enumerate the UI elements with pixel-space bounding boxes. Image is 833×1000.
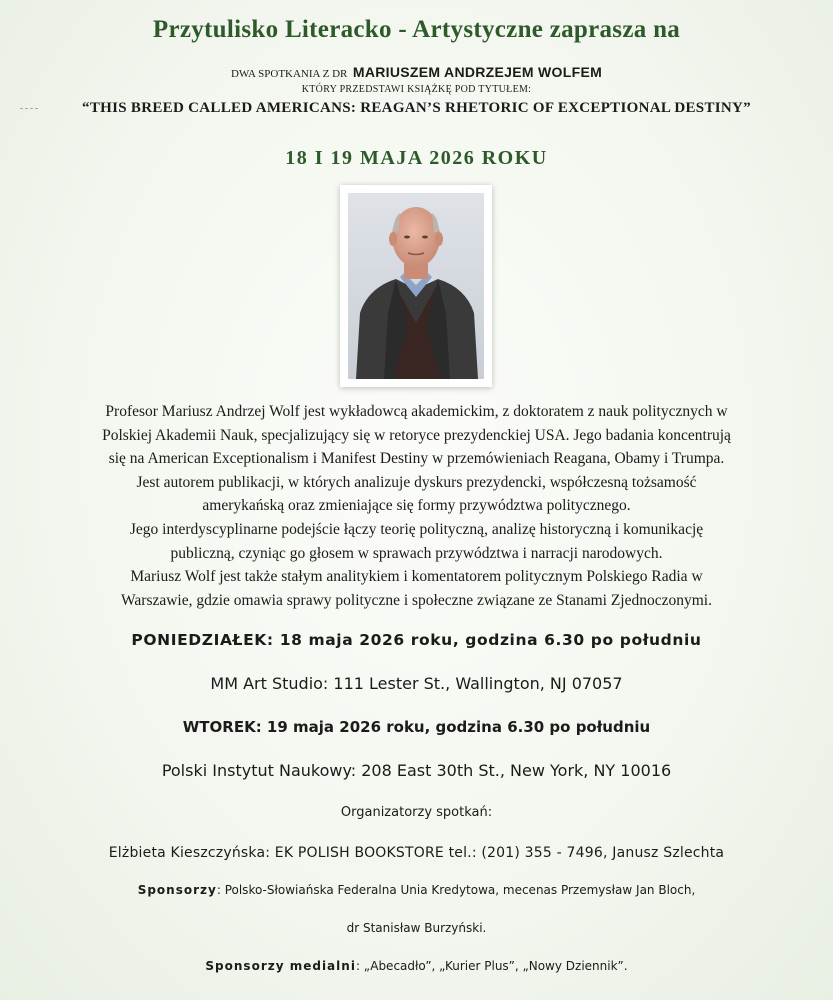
sponsors-line-2: dr Stanisław Burzyński. bbox=[346, 921, 487, 935]
organizers: Elżbieta Kieszczyńska: EK POLISH BOOKSTORE tel.: (201) 355 - 7496, Janusz Szlechta bbox=[108, 845, 725, 861]
page-title: Przytulisko Literacko - Artystyczne zaprasza na bbox=[152, 16, 681, 43]
bio-line: Jego interdyscyplinarne podejście łączy teorię polityczną, analizę historyczną i komunikację bbox=[129, 520, 704, 538]
bio-line: Mariusz Wolf jest także stałym analitykiem i komentatorem politycznym Polskiego Radia w bbox=[130, 568, 703, 586]
organizers-label: Organizatorzy spotkań: bbox=[340, 805, 493, 820]
monday-venue: MM Art Studio: 111 Lester St., Wallington, NJ 07057 bbox=[210, 674, 623, 693]
bio-line: Polskiej Akademii Nauk, specjalizujący się w retoryce prezydenckiej USA. Jego badania koncentrują bbox=[102, 426, 731, 444]
tuesday-venue: Polski Instytut Naukowy: 208 East 30th St., New York, NY 10016 bbox=[161, 761, 672, 780]
sponsors-label: Sponsorzy bbox=[137, 883, 217, 897]
speaker-name: MARIUSZEM ANDRZEJEM WOLFEM bbox=[352, 64, 603, 80]
meetings-announcement bbox=[0, 64, 833, 80]
sponsors-list: : Polsko-Słowiańska Federalna Unia Kredytowa, mecenas Przemysław Jan Bloch, bbox=[216, 883, 696, 897]
speaker-bio bbox=[0, 400, 833, 612]
bio-line: się na American Exceptionalism i Manifest Destiny w przemówieniach Reagana, Obamy i Trumpa. bbox=[108, 450, 725, 468]
tuesday-event: WTOREK: 19 maja 2026 roku, godzina 6.30 po południu bbox=[182, 718, 651, 736]
book-intro: KTÓRY PRZEDSTAWI KSIĄŻKĘ POD TYTUŁEM: bbox=[301, 84, 532, 95]
speaker-photo bbox=[340, 185, 492, 387]
media-sponsors-label: Sponsorzy medialni bbox=[205, 959, 356, 973]
event-dates: 18 I 19 MAJA 2026 ROKU bbox=[285, 147, 548, 169]
monday-event: PONIEDZIAŁEK: 18 maja 2026 roku, godzina 6.30 po południu bbox=[131, 631, 702, 649]
media-sponsors bbox=[0, 959, 833, 973]
bio-line: publiczną, czyniąc go głosem w sprawach przywództwa i narracji narodowych. bbox=[170, 544, 663, 562]
bio-line: Jest autorem publikacji, w których analizuje dyskurs prezydencki, współczesną tożsamość bbox=[136, 473, 697, 491]
media-sponsors-list: : „Abecadło”, „Kurier Plus”, „Nowy Dziennik”. bbox=[355, 959, 628, 973]
meetings-prefix: DWA SPOTKANIA Z DR bbox=[230, 68, 348, 80]
bio-line: Profesor Mariusz Andrzej Wolf jest wykładowcą akademickim, z doktoratem z nauk politycznych w bbox=[105, 403, 728, 420]
book-title: “THIS BREED CALLED AMERICANS: REAGAN’S RHETORIC OF EXCEPTIONAL DESTINY” bbox=[82, 100, 751, 116]
portrait-photo-icon bbox=[348, 193, 484, 379]
bio-line: amerykańską oraz zmieniające się formy przywództwa politycznego. bbox=[202, 497, 631, 515]
sponsors bbox=[0, 883, 833, 897]
bio-line: Warszawie, gdzie omawia sprawy polityczne i społeczne związane ze Stanami Zjednoczonymi. bbox=[121, 591, 712, 609]
